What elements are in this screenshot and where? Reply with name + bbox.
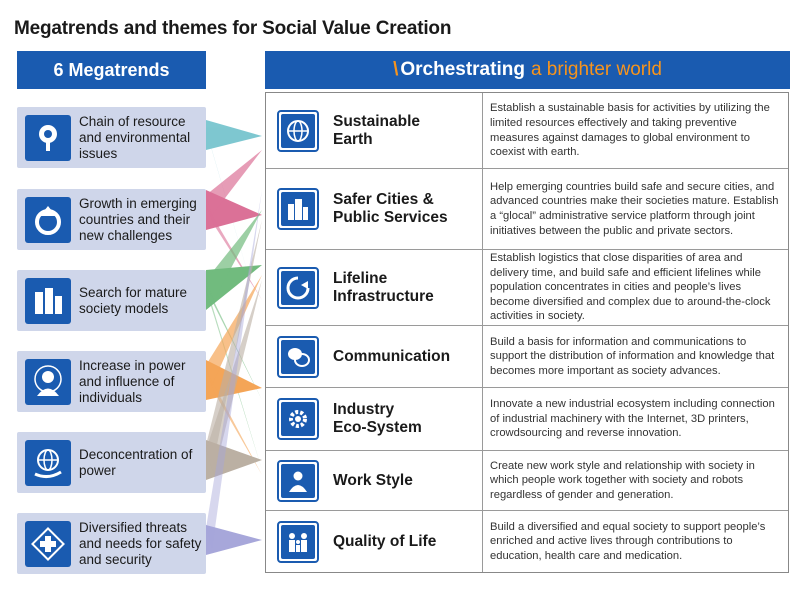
megatrend-item [17,351,206,412]
family-icon [277,521,319,563]
theme-row-safer-cities [266,169,788,250]
megatrend-item [17,513,206,574]
orchestrating-header [265,51,790,89]
ribbon-1 [206,120,262,150]
theme-name: Communication [333,347,451,365]
worker-icon [277,460,319,502]
shield-cross-icon [25,521,71,567]
megatrend-item [17,189,206,250]
person-icon [25,359,71,405]
theme-description: Build a diversified and equal society to support people’s enriched and active lives through contributions to education, health care and medication. [490,520,766,562]
orchestrating-slash: \ [393,59,399,80]
theme-description: Establish a sustainable basis for activities by utilizing the limited resources effectively and taking preventive measures against damages to global environment to coexist with earth. [490,102,770,159]
megatrend-item [17,270,206,331]
theme-name: Quality of Life [333,532,437,550]
theme-description: Build a basis for information and communications to support the distribution of information and knowledge that becomes more important as society advances. [490,335,775,377]
lifeline-icon [277,267,319,309]
megatrend-label: Growth in emerging countries and their new challenges [79,195,197,243]
speech-bubbles-icon [277,336,319,378]
theme-name: Sustainable Earth [333,112,420,148]
theme-row-communication [266,326,788,388]
megatrends-header: 6 Megatrends [17,51,206,89]
theme-description: Help emerging countries build safe and secure cities, and advanced countries make their societies mature. Establish a “glocal” administrative service platform through joint initiatives between the public and private sectors. [490,180,779,237]
megatrend-label: Diversified threats and needs for safety and security [79,519,202,567]
page-title: Megatrends and themes for Social Value Creation [14,18,452,39]
megatrend-label: Deconcentration of power [79,446,193,478]
globe-hand-icon [25,440,71,486]
megatrend-label: Chain of resource and environmental issues [79,113,191,161]
orchestrating-accent: a brighter world [530,59,662,80]
megatrend-item [17,107,206,168]
gear-icon [277,398,319,440]
megatrend-label: Search for mature society models [79,284,188,316]
buildings-icon [25,278,71,324]
themes-table [265,92,789,573]
theme-row-sustainable-earth [266,93,788,169]
tree-recycle-icon [25,115,71,161]
theme-row-work-style [266,451,788,511]
theme-description: Innovate a new industrial ecosystem including connection of industrial machinery with the Internet, 3D printers, crowdsourcing and reverse innovation. [490,398,775,440]
theme-description: Create new work style and relationship with society in which people work together with society and robots regardless of gender and generation. [490,459,755,501]
theme-row-lifeline-infrastructure [266,250,788,326]
theme-name: Lifeline Infrastructure [333,269,434,305]
theme-description: Establish logistics that close disparities of area and delivery time, and build safe and efficient lifelines while population concentrates in cities and people’s lives become diversified and complex due to around-the-clock activities in society. [490,252,771,323]
megatrend-label: Increase in power and influence of individuals [79,357,186,405]
megatrend-item [17,432,206,493]
orchestrating-main: Orchestrating [400,59,525,80]
city-icon [277,188,319,230]
theme-row-industry-eco-system [266,388,788,451]
theme-name: Safer Cities & Public Services [333,191,448,226]
theme-name: Industry Eco-System [333,401,422,436]
globe-icon [277,110,319,152]
theme-row-quality-of-life [266,511,788,572]
theme-name: Work Style [333,471,413,489]
growth-arrow-icon [25,197,71,243]
